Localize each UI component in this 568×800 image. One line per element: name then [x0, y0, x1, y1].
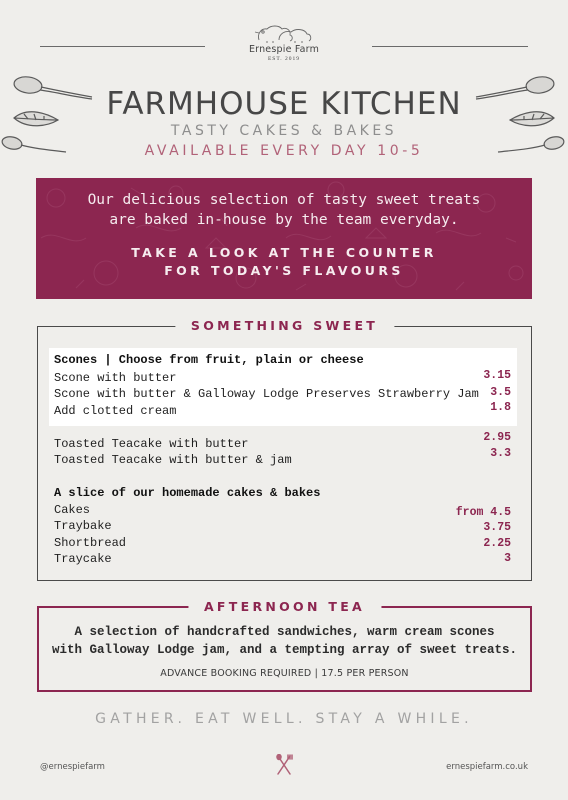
menu-item-name: Shortbread	[54, 536, 127, 550]
brand-established: EST. 2019	[267, 56, 301, 62]
menu-item-name: Traybake	[54, 519, 112, 533]
afternoon-tea-heading: AFTERNOON TEA	[188, 599, 381, 614]
afternoon-tea-note: ADVANCE BOOKING REQUIRED | 17.5 PER PERSON	[160, 668, 409, 679]
banner-line-3: TAKE A LOOK AT THE COUNTER	[131, 245, 437, 260]
brand-logo	[234, 22, 334, 62]
footer-website-link[interactable]: ernespiefarm.co.uk	[446, 762, 528, 772]
menu-item-price: 3.15	[483, 369, 511, 382]
menu-item-price: 2.25	[483, 537, 511, 550]
menu-item-name: Scone with butter	[54, 371, 177, 385]
menu-item-price: 2.95	[483, 431, 511, 444]
farm-animals-logo-icon	[249, 22, 319, 44]
scones-heading: Scones | Choose from fruit, plain or cheese	[54, 353, 364, 367]
banner-line-4: FOR TODAY'S FLAVOURS	[164, 263, 404, 278]
banner-line-2: are baked in-house by the team everyday.	[109, 212, 459, 228]
menu-item-price: 3.3	[490, 447, 511, 460]
intro-banner	[36, 178, 532, 299]
afternoon-tea-desc-2: with Galloway Lodge jam, and a tempting array of sweet treats.	[51, 643, 518, 657]
menu-item-price: 3	[504, 552, 511, 565]
header-rule-right	[372, 46, 528, 47]
afternoon-tea-desc-1: A selection of handcrafted sandwiches, warm cream scones	[74, 625, 495, 639]
menu-item-name: Scone with butter & Galloway Lodge Preserves Strawberry Jam	[54, 387, 479, 401]
page-title: FARMHOUSE KITCHEN	[106, 86, 462, 122]
afternoon-tea-section	[37, 599, 532, 692]
tagline: GATHER. EAT WELL. STAY A WHILE.	[95, 711, 473, 727]
menu-item-price: 3.75	[483, 521, 511, 534]
availability-text: AVAILABLE EVERY DAY 10-5	[144, 143, 424, 159]
menu-item-name: Cakes	[54, 503, 91, 517]
brand-name: Ernespie Farm	[248, 44, 320, 55]
banner-line-1: Our delicious selection of tasty sweet treats	[87, 192, 481, 208]
header-rule-left	[40, 46, 205, 47]
page-subtitle: TASTY CAKES & BAKES	[170, 123, 398, 139]
menu-item-price: from 4.5	[455, 506, 511, 519]
menu-item-name: Toasted Teacake with butter & jam	[54, 453, 292, 467]
menu-item-name: Traycake	[54, 552, 112, 566]
menu-item-name: Toasted Teacake with butter	[54, 437, 249, 451]
menu-item-price: 3.5	[490, 386, 511, 399]
menu-item-name: Add clotted cream	[54, 404, 177, 418]
menu-item-price: 1.8	[490, 401, 511, 414]
something-sweet-heading: SOMETHING SWEET	[175, 318, 394, 333]
footer-social-handle: @ernespiefarm	[40, 762, 105, 772]
crossed-cutlery-icon	[275, 754, 293, 776]
cakes-heading: A slice of our homemade cakes & bakes	[54, 486, 321, 500]
